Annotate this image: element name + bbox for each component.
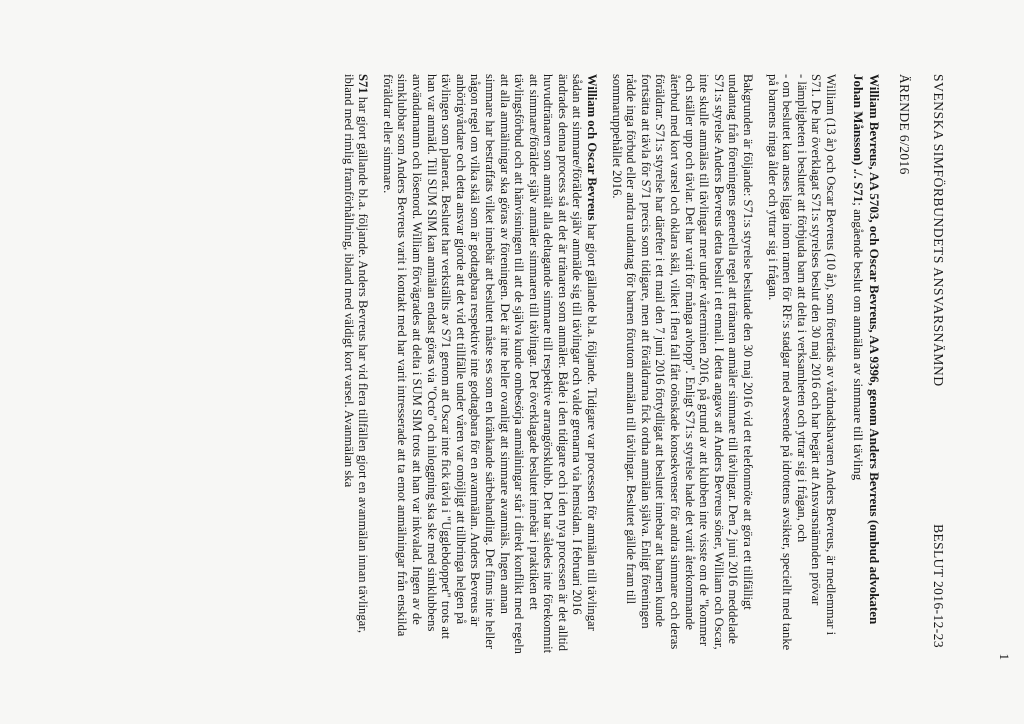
intro-item-1: - lämpligheten i beslutet att förbjuda barn att delta i verksamheten och yttrar sig i frågan, och: [794, 74, 809, 543]
intro-paragraph: William (13 år) och Oscar Bevreus (10 år), som företräds av vårdnadshavaren Anders Bevreus, är medlemmar i S71. De har överklagat S71:s styrelses beslut den 30 maj 2016 och har begärt att Ansvarsnämnden prövar: [809, 74, 838, 636]
document-header: [930, 74, 946, 654]
appellants-lead: William och Oscar Bevreus: [585, 74, 600, 221]
respondent-arguments-text: har gjort gällande bl.a. följande. Anders Bevreus har vid flera tillfällen gjort en avanmälan innan tävlingar, ibland med rimlig framförhållning, ibland med väldigt kort varsel. Avanmälan ska: [341, 74, 371, 634]
appellants-arguments-text: har gjort gällande bl.a. följande. Tidigare var processen för anmälan till tävlingar sådan att simmare/förälder själv anmälde sig till tävlingar och valde grenarna via hemsidan. I februari 2016 ändrades denna process så att det är tränaren som anmäler. Både i den tidigare och i den nya processen är det alltid huvudtränaren som anmält alla deltagande simmare till respektive arrangörsklubb. Det har således inte förekommit att simmare/förälder själv anmäler simmaren till tävlingar. Det överklagade beslutet innebär i praktiken ett tävlingsförbud och att hänvisningen till att de själva kunde ombesörja anmälningar står i direkt konflikt med regeln att alla anmälningar ska göras av föreningen. Det är inte heller ovanligt att simmare avanmäls. Ingen annan simmare har bestraffats vilket innebär att beslutet måste ses som en kränkande särbehandling. Det finns inte heller någon regel om vilka skäl som är godtagbara respektive inte godtagbara för en avanmälan. Anders Bevreus är anhörigvårdare och detta ansvar gjorde att det vid ett tillfälle under våren var omöjligt att tillbringa helgen på tävlingen som planerat. Beslutet har verkställts av S71 genom att Oscar inte fick tävla i "Ugglebdoppet" trots att han var anmäld. Till SUM SIM kan anmälan endast göras via "Octo" och inloggning ska ske med simklubbens användarnamn och lösenord. William förvägrades att delta i SUM SIM trots att han var inkvalad. Ingen av de simklubbar som Anders Bevreus varit i kontakt med har varit intresserade att ta emot anmälningar från enskilda föräldrar eller simmare.: [380, 74, 600, 654]
appellants: William Bevreus, AA 5703, och Oscar Bevreus, AA 9396, genom Anders Bevreus (ombud advokaten Johan Månsson): [851, 74, 882, 625]
case-number: ÄRENDE 6/2016: [897, 74, 912, 175]
page-number: 1: [997, 653, 1012, 662]
appellants-arguments-paragraph: [380, 74, 599, 654]
organization-title: SVENSKA SIMFÖRBUNDETS ANSVARSNÄMND: [931, 74, 946, 387]
background-paragraph: Bakgrunden är följande: S71:s styrelse beslutade den 30 maj 2016 vid ett telefonmöte att göra ett tillfälligt undantag från föreningens generella regel att tränaren anmäler simmare till tävlingar. Den 2 juni 2016 meddelade S71:s styrelse Anders Bevreus detta beslut i ett email. I detta angavs att Anders Bevreus söner, William och Oscar, inte skulle anmälas till tävlingar mer under vårterminen 2016, på grund av att klubben inte visste om de "kommer och ställer upp och tävlar. Det har varit för många avhopp". Enligt S71:s styrelse hade det varit återkommande återbud med kort varsel och oklara skäl, vilket i flera fall fått oönskade konsekvenser för andra simmare och deras föräldrar. S71:s styrelse har därefter i ett mail den 7 juni 2016 förtydligat att beslutet innebar att barnen kunde fortsätta att tävla för S71 precis som tidigare, men att föräldrarna fick ordna anmälan själva. Enligt föreningen rådde inga förbud eller andra undantag för barnen förutom anmälan till tävlingar. Beslutet gällde fram till sommaruppehållet 2016.: [609, 74, 756, 650]
intro-section: [765, 74, 838, 654]
respondent-lead: S71: [356, 74, 371, 94]
parties-separator: ./.: [851, 168, 866, 179]
decision-reference: BESLUT 2016-12-23: [931, 524, 946, 648]
respondent: S71: [851, 182, 866, 203]
intro-item-2: - om beslutet kan anses ligga inom ramen för RF:s stadgar med avseende på idrottens avsikter, speciellt med tanke på barnens ringa ålder och yttrar sig i frågan.: [765, 74, 795, 651]
respondent-arguments-paragraph: [341, 74, 370, 654]
parties-line: [850, 74, 882, 654]
case-subject: ; angående beslut om anmälan av simmare till tävling: [851, 202, 866, 481]
